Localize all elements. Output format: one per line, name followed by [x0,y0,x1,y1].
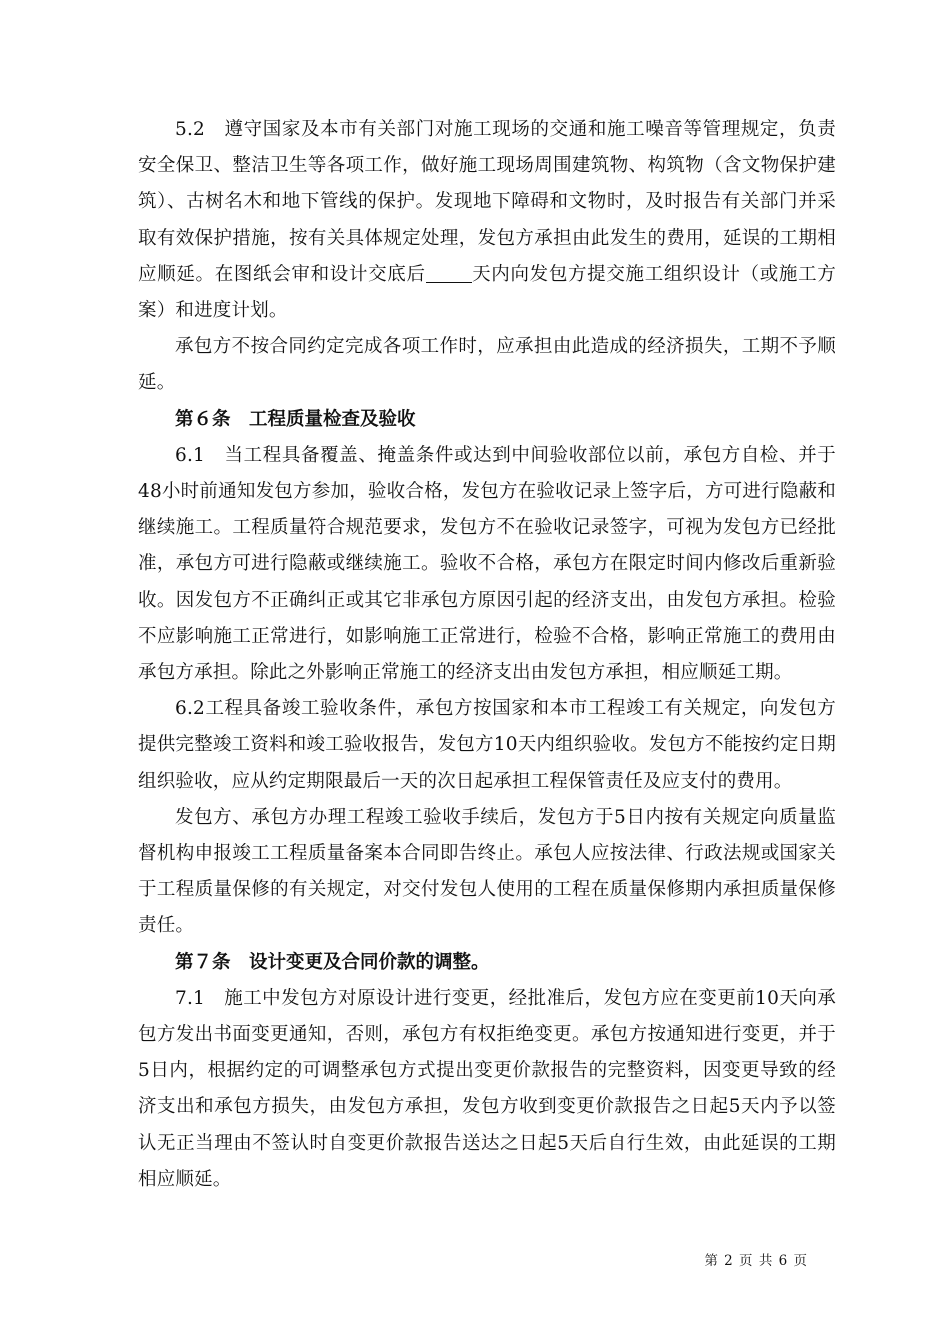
clause-6-2-note: 发包方、承包方办理工程竣工验收手续后，发包方于5日内按有关规定向质量监督机构申报竣工工程质量备案本合同即告终止。承包人应按法律、行政法规或国家关于工程质量保修的有关规定，对交付发包人使用的工程在质量保修期内承担质量保修责任。 [138,806,836,937]
document-body [138,112,836,1198]
clause-6-1: 6.1 当工程具备覆盖、掩盖条件或达到中间验收部位以前，承包方自检、并于48小时前通知发包方参加，验收合格，发包方在验收记录上签字后，方可进行隐蔽和继续施工。工程质量符合规范要求，发包方不在验收记录签字，可视为发包方已经批准，承包方可进行隐蔽或继续施工。验收不合格，承包方在限定时间内修改后重新验收。因发包方不正确纠正或其它非承包方原因引起的经济支出，由发包方承担。检验不应影响施工正常进行，如影响施工正常进行，检验不合格，影响正常施工的费用由承包方承担。除此之外影响正常施工的经济支出由发包方承担，相应顺延工期。 [138,444,836,684]
clause-5-note: 承包方不按合同约定完成各项工作时，应承担由此造成的经济损失，工期不予顺延。 [138,336,836,394]
clause-6-2: 6.2工程具备竣工验收条件，承包方按国家和本市工程竣工有关规定，向发包方提供完整竣工资料和竣工验收报告，发包方10天内组织验收。发包方不能按约定日期组织验收，应从约定期限最后一天的次日起承担工程保管责任及应支付的费用。 [138,698,836,792]
page-number: 第 2 页 共 6 页 [704,1253,808,1269]
clause-5-2: 5.2 遵守国家及本市有关部门对施工现场的交通和施工噪音等管理规定，负责安全保卫、整洁卫生等各项工作，做好施工现场周围建筑物、构筑物（含文物保护建筑）、古树名木和地下管线的保护。发现地下障碍和文物时，及时报告有关部门并采取有效保护措施，按有关具体规定处理，发包方承担由此发生的费用，延误的工期相应顺延。在图纸会审和设计交底后 天内向发包方提交施工组织设计（或施工方案）和进度计划。 [138,119,836,322]
blank-days-line [426,263,472,283]
article-7-heading: 第７条 设计变更及合同价款的调整。 [175,951,490,973]
clause-7-1: 7.1 施工中发包方对原设计进行变更，经批准后，发包方应在变更前10天向承包方发出书面变更通知，否则，承包方有权拒绝变更。承包方按通知进行变更，并于5日内，根据约定的可调整承包方式提出变更价款报告的完整资料，因变更导致的经济支出和承包方损失，由发包方承担，发包方收到变更价款报告之日起5天内予以签认无正当理由不签认时自变更价款报告送达之日起5天后自行生效，由此延误的工期相应顺延。 [138,987,836,1190]
article-6-heading: 第６条 工程质量检查及验收 [175,408,416,430]
